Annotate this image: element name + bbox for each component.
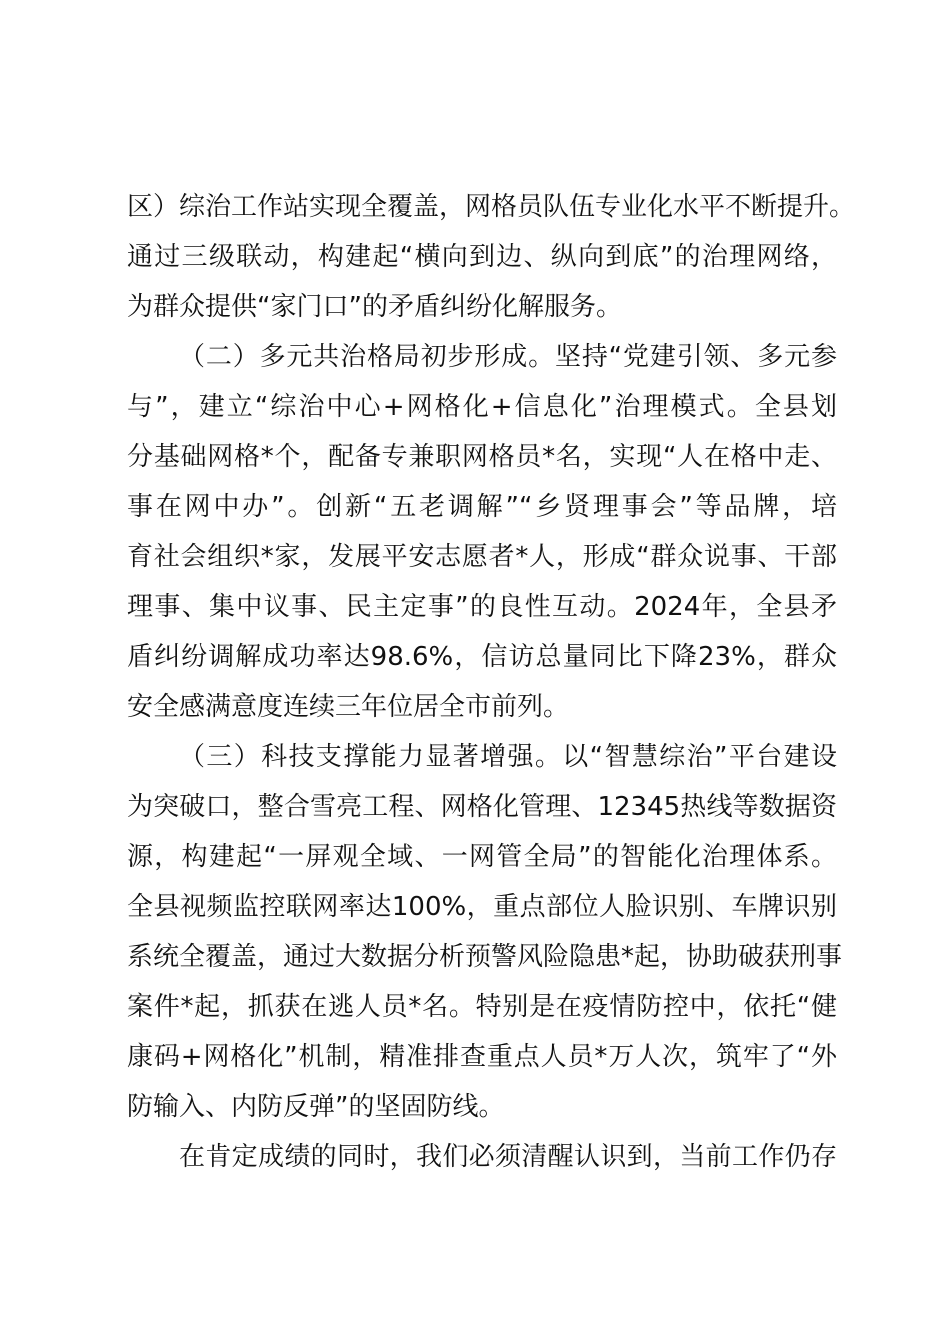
text-line: 案件*起，抓获在逃人员*名。特别是在疫情防控中，依托“健 [127, 992, 837, 1022]
text-line: 源，构建起“一屏观全域、一网管全局”的智能化治理体系。 [127, 842, 837, 872]
text-line: 与”，建立“综治中心+网格化+信息化”治理模式。全县划 [127, 392, 837, 422]
text-line: 安全感满意度连续三年位居全市前列。 [127, 692, 570, 722]
section-heading-line: （二）多元共治格局初步形成。坚持“党建引领、多元参 [179, 342, 837, 372]
text-line: 系统全覆盖，通过大数据分析预警风险隐患*起，协助破获刑事 [127, 942, 843, 972]
text-line: 康码+网格化”机制，精准排查重点人员*万人次，筑牢了“外 [127, 1042, 837, 1072]
section-heading-line: （三）科技支撑能力显著增强。以“智慧综治”平台建设 [179, 742, 837, 772]
text-line: 育社会组织*家，发展平安志愿者*人，形成“群众说事、干部 [127, 542, 837, 572]
text-line: 盾纠纷调解成功率达98.6%，信访总量同比下降23%，群众 [127, 642, 837, 672]
document-body [127, 182, 856, 1182]
text-line: 为突破口，整合雪亮工程、网格化管理、12345热线等数据资 [127, 792, 837, 822]
text-line: 区）综治工作站实现全覆盖，网格员队伍专业化水平不断提升。 [127, 192, 856, 222]
text-line: 事在网中办”。创新“五老调解”“乡贤理事会”等品牌，培 [127, 492, 837, 522]
text-line: 防输入、内防反弹”的坚固防线。 [127, 1092, 505, 1122]
text-line: 为群众提供“家门口”的矛盾纠纷化解服务。 [127, 292, 622, 322]
text-line: 理事、集中议事、民主定事”的良性互动。2024年，全县矛 [127, 592, 837, 622]
text-line: 全县视频监控联网率达100%，重点部位人脸识别、车牌识别 [127, 892, 837, 922]
text-line: 在肯定成绩的同时，我们必须清醒认识到，当前工作仍存 [179, 1142, 837, 1172]
text-line: 分基础网格*个，配备专兼职网格员*名，实现“人在格中走、 [127, 442, 837, 472]
text-line: 通过三级联动，构建起“横向到边、纵向到底”的治理网络， [127, 242, 837, 272]
